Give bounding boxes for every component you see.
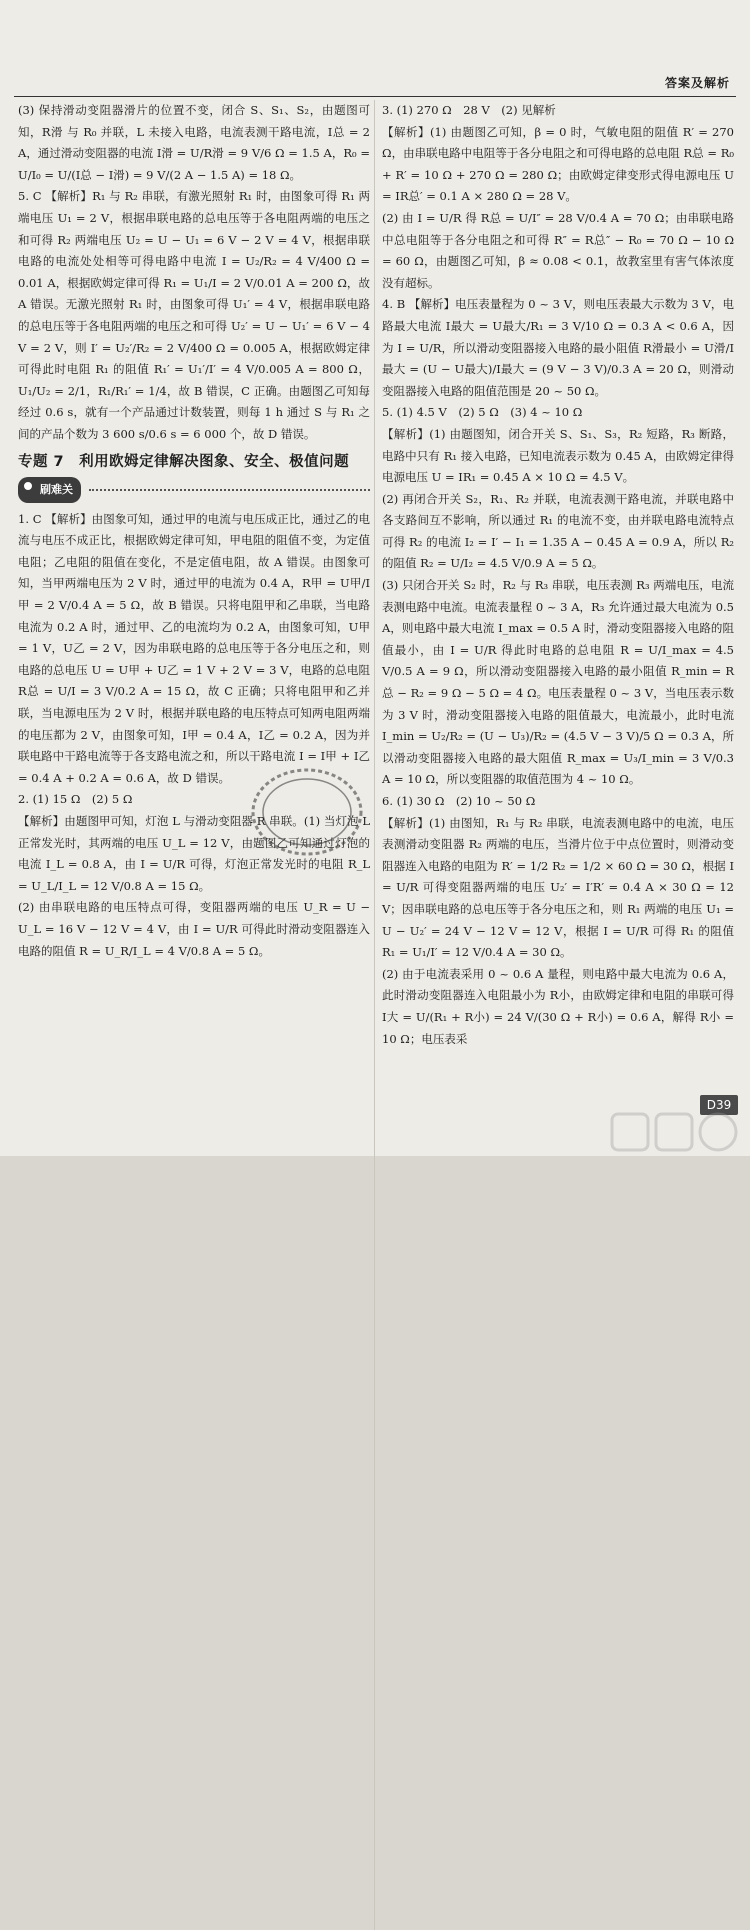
answer-paragraph: 2. (1) 15 Ω (2) 5 Ω bbox=[18, 792, 133, 807]
answer-paragraph: (2) 由 I = U/R 得 R总 = U/I″ = 28 V/0.4 A = 70 Ω；由串联电路中总电阻等于各分电阻之和可得 R″ = R总″ − R₀ = 70 Ω − 10 Ω = 60 Ω，由题图乙可知，β ≈ 0.08 < 0.1，故教室里有害气体浓度没有超标。 bbox=[382, 210, 734, 290]
answer-paragraph: 6. (1) 30 Ω (2) 10 ~ 50 Ω bbox=[382, 794, 536, 808]
dotted-divider bbox=[89, 489, 370, 491]
answer-paragraph: 【解析】(1) 由图知，R₁ 与 R₂ 串联，电流表测电路中的电流，电压表测滑动变阻器 R₂ 两端的电压，当滑片位于中点位置时，则滑动变阻器连入电路的电阻为 R′ = 1/2 R₂ = 1/2 × 60 Ω = 30 Ω，根据 I = U/R 可得变阻器两端的电压 U₂′ = I′R′ = 0.4 A × 30 Ω = 12 V；因串联电路的总电压等于各分电压之和，则 R₁ 两端的电压 U₁ = U − U₂′ = 24 V − 12 V = 12 V，根据 I = U/R 可得 R₁ 的阻值 R₁ = U₁/I′ = 12 V/0.4 A = 30 Ω。 bbox=[382, 815, 734, 960]
page-number: D39 bbox=[700, 1095, 738, 1115]
answer-paragraph: 1. C 【解析】由图象可知，通过甲的电流与电压成正比，通过乙的电流与电压不成正比，根据欧姆定律可知，甲电阻的阻值不变，为定值电阻；乙电阻的阻值在变化，不是定值电阻，故 A 错误。由图象可知，当甲两端电压为 2 V 时，通过甲的电流为 0.4 A，R甲 = U甲/I甲 = 2 V/0.4 A = 5 Ω，故 B 错误。只将电阻甲和乙串联，当电路电流为 0.2 A 时，通过甲、乙的电流均为 0.2 A，由图象可知，U甲 = 1 V，U乙 = 2 V，因为串联电路的总电压等于各分电压之和，则电路的总电压 U = U甲 + U乙 = 1 V + 2 V = 3 V，电路的总电阻 R总 = U/I = 3 V/0.2 A = 15 Ω，故 C 正确；只将电阻甲和乙并联，当电源电压为 2 V 时，根据并联电路的电压特点可知两电阻两端的电压都为 2 V，由图象可知，I甲 = 0.4 A，I乙 = 0.2 A，因为并联电路中干路电流等于各支路电流之和，所以干路电流 I = I甲 + I乙 = 0.4 A + 0.2 A = 0.6 A，故 D 错误。 bbox=[18, 511, 370, 785]
answer-paragraph: 【解析】(1) 由题图知，闭合开关 S、S₁、S₃，R₂ 短路，R₃ 断路，电路中只有 R₁ 接入电路，已知电流表示数为 0.45 A，由欧姆定律得电源电压 U = IR₁ = 0.45 A × 10 Ω = 4.5 V。 bbox=[382, 426, 734, 485]
badge-label: 刷难关 bbox=[40, 483, 73, 497]
answer-paragraph: 【解析】(1) 由题图乙可知，β = 0 时，气敏电阻的阻值 R′ = 270 Ω，由串联电路中电阻等于各分电阻之和可得电路的总电阻 R总 = R₀ + R′ = 10 Ω + 270 Ω = 280 Ω；由欧姆定律变形式得电源电压 U = IR总′ = 0.1 A × 280 Ω = 28 V。 bbox=[382, 124, 734, 204]
section-title: 专题 7 利用欧姆定律解决图象、安全、极值问题 bbox=[18, 453, 350, 470]
answer-paragraph: (3) 保持滑动变阻器滑片的位置不变，闭合 S、S₁、S₂，由题图可知，R滑 与 R₀ 并联，L 未接入电路，电流表测干路电流，I总 = 2 A，通过滑动变阻器的电流 I滑 = U/R滑 = 9 V/6 Ω = 1.5 A，R₀ = U/I₀ = U/(I总 − I滑) = 9 V/(2 A − 1.5 A) = 18 Ω。 bbox=[18, 103, 370, 182]
badge-icon bbox=[22, 480, 34, 492]
corner-logo-watermark bbox=[610, 1110, 740, 1154]
header-title: 答案及解析 bbox=[664, 76, 730, 90]
right-column bbox=[382, 100, 734, 1050]
answer-paragraph: (2) 由于电流表采用 0 ~ 0.6 A 量程，则电路中最大电流为 0.6 A，此时滑动变阻器连入电阻最小为 R小，由欧姆定律和电阻的串联可得 I大 = U/(R₁ + R小) = 24 V/(30 Ω + R小) = 0.6 A，解得 R小 = 10 Ω；电压表采 bbox=[382, 966, 734, 1046]
badge-row bbox=[18, 477, 370, 503]
difficulty-badge bbox=[18, 477, 81, 503]
stamp-watermark bbox=[248, 764, 366, 860]
answer-paragraph: 5. C 【解析】R₁ 与 R₂ 串联，有激光照射 R₁ 时，由图象可得 R₁ 两端电压 U₁ = 2 V，根据串联电路的总电压等于各电阻两端的电压之和可得 R₂ 两端电压 U₂ = U − U₁ = 6 V − 2 V = 4 V，根据串联电路的电流处处相等可得电路中电流 I = U₂/R₂ = 4 V/400 Ω = 0.01 A，根据欧姆定律可得 R₁ = U₁/I = 2 V/0.01 A = 200 Ω，故 A 错误。无激光照射 R₁ 时，由图象可得 U₁′ = 4 V，根据串联电路的总电压等于各电阻两端的电压之和可得 U₂′ = U − U₁′ = 6 V − 4 V = 2 V，则 I′ = U₂′/R₂ = 2 V/400 Ω = 0.005 A，根据欧姆定律可得此时电阻 R₁ 的阻值 R₁′ = U₁′/I′ = 4 V/0.005 A = 800 Ω，U₁/U₂ = 2/1，R₁/R₁′ = 1/4，故 B 错误，C 正确。由题图乙可知每经过 0.6 s，就有一个产品通过计数装置，则每 1 h 通过 S 与 R₁ 之间的产品个数为 3 600 s/0.6 s = 6 000 个，故 D 错误。 bbox=[18, 189, 370, 441]
answer-paragraph: 【解析】由题图甲可知，灯泡 L 与滑动变阻器 R 串联。(1) 当灯泡 L 正常发光时，其两端的电压 U_L = 12 V，由题图乙可知通过灯泡的电流 I_L = 0.8 A，由 I = U/R 可得，灯泡正常发光时的电阻 R_L = U_L/I_L = 12 V/0.8 A = 15 Ω。 bbox=[18, 814, 370, 893]
answer-paragraph: (2) 再闭合开关 S₂，R₁、R₂ 并联，电流表测干路电流，并联电路中各支路间互不影响，所以通过 R₁ 的电流不变，由并联电路电流特点可得 R₂ 的电流 I₂ = I′ − I₁ = 1.35 A − 0.45 A = 0.9 A，所以 R₂ 的阻值 R₂ = U/I₂ = 4.5 V/0.9 A = 5 Ω。 bbox=[382, 491, 734, 571]
answer-paragraph: 4. B 【解析】电压表量程为 0 ~ 3 V，则电压表最大示数为 3 V，电路最大电流 I最大 = U最大/R₁ = 3 V/10 Ω = 0.3 A < 0.6 A，因为 I = U/R，所以滑动变阻器接入电路的最小阻值 R滑最小 = U滑/I最大 = (U − U最大)/I最大 = (9 V − 3 V)/0.3 A = 20 Ω，则滑动变阻器接入电路的阻值范围是 20 ~ 50 Ω。 bbox=[382, 297, 734, 398]
answer-paragraph: (3) 只闭合开关 S₂ 时，R₂ 与 R₃ 串联，电压表测 R₃ 两端电压，电流表测电路中电流。电流表量程 0 ~ 3 A，R₃ 允许通过最大电流为 0.5 A，则电路中最大电流 I_max = 0.5 A 时，滑动变阻器接入电路的阻值最小，由 I = U/R 得此时电路的总电阻 R = U/I_max = 4.5 V/0.5 A = 9 Ω，所以滑动变阻器接入电路的最小阻值 R_min = R总 − R₂ = 9 Ω − 5 Ω = 4 Ω。电压表量程 0 ~ 3 V，当电压表示数为 3 V 时，滑动变阻器接入电路的阻值最大，电流最小，此时电流 I_min = U₂/R₂ = (U − U₃)/R₂ = (4.5 V − 3 V)/5 Ω = 0.3 A，所以滑动变阻器接入电路的最大阻值 R_max = U₃/I_min = 3 V/0.3 A = 10 Ω，所以变阻器的取值范围为 4 ~ 10 Ω。 bbox=[382, 578, 734, 787]
answer-paragraph: (2) 由串联电路的电压特点可得，变阻器两端的电压 U_R = U − U_L = 16 V − 12 V = 4 V，由 I = U/R 可得此时滑动变阻器连入电路的阻值 R = U_R/I_L = 4 V/0.8 A = 5 Ω。 bbox=[18, 900, 370, 958]
answer-paragraph: 3. (1) 270 Ω 28 V (2) 见解析 bbox=[382, 103, 556, 117]
header-divider bbox=[14, 96, 736, 97]
answer-paragraph: 5. (1) 4.5 V (2) 5 Ω (3) 4 ~ 10 Ω bbox=[382, 405, 583, 420]
